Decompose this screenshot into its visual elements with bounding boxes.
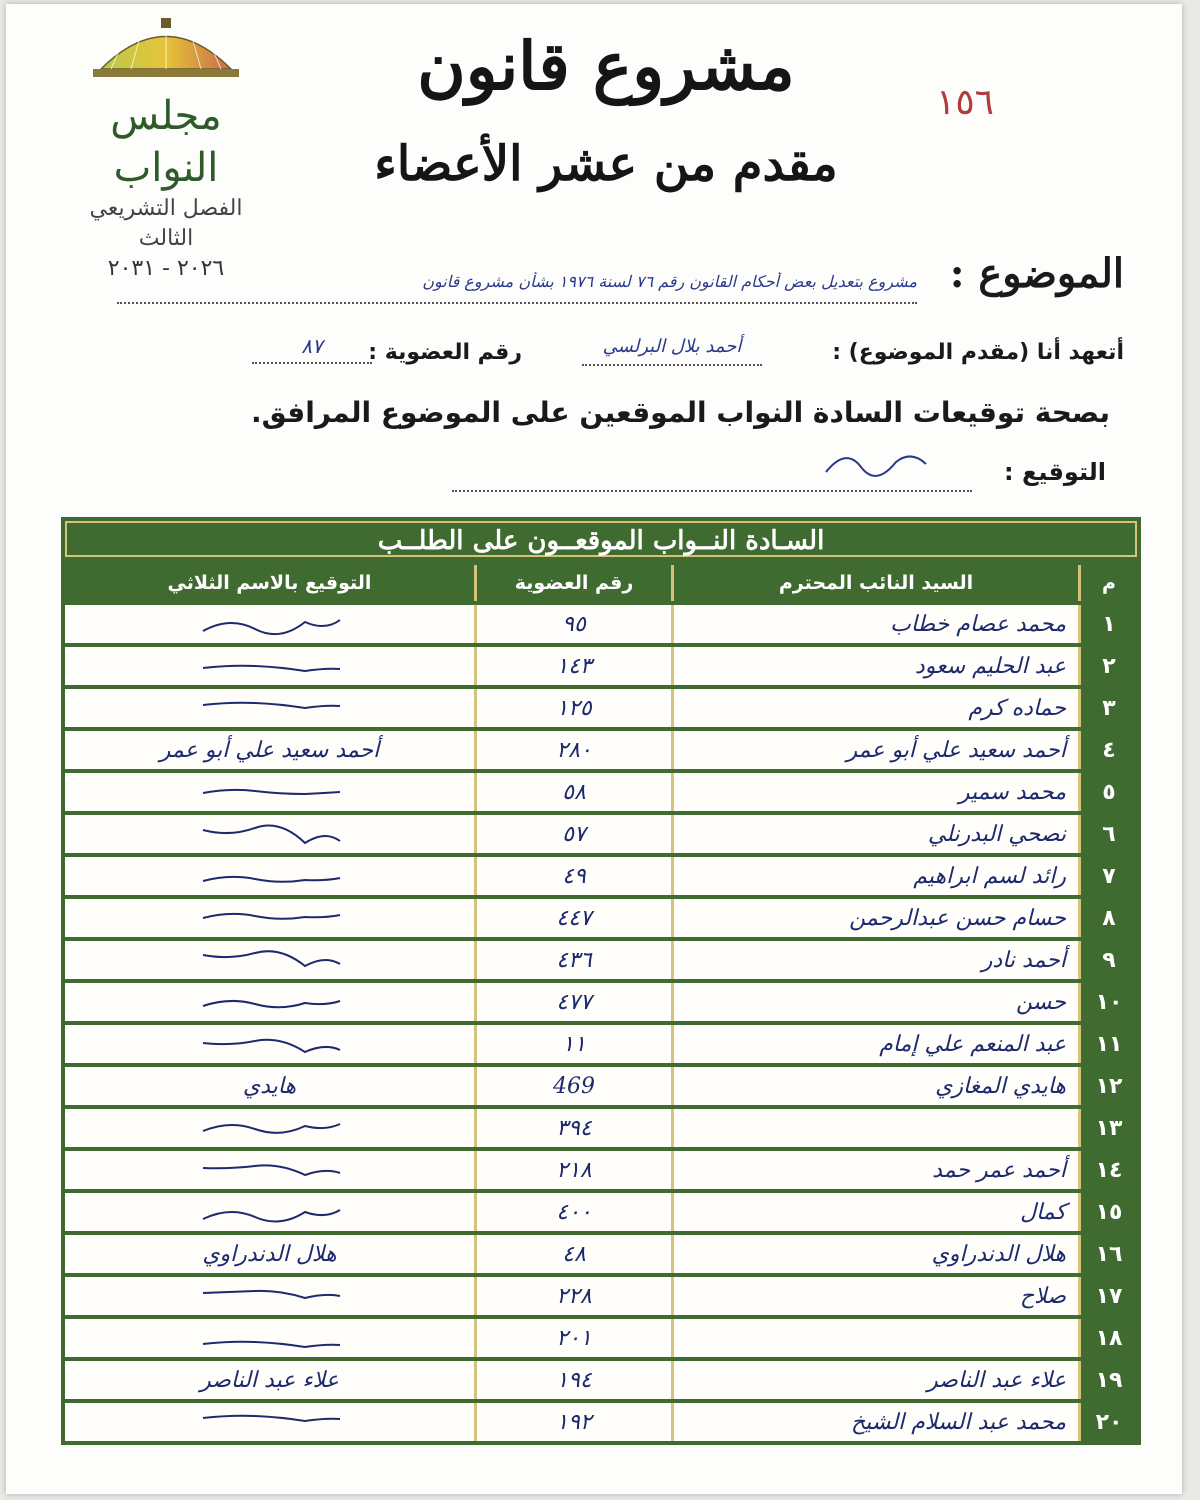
signature-text: هلال الدندراوي [202,1241,337,1267]
membership-number-cell[interactable]: ٢٨٠ [474,731,671,769]
membership-number-cell[interactable]: ٤٣٦ [474,941,671,979]
row-number: ٢ [1078,647,1137,685]
membership-number-field[interactable]: ٨٧ [252,334,372,364]
table-row [65,605,1137,643]
handwritten-signature-mark [195,653,345,679]
member-name-cell[interactable]: حسام حسن عبدالرحمن [671,899,1078,937]
member-name-cell[interactable]: محمد عصام خطاب [671,605,1078,643]
presenter-name-field[interactable]: أحمد بلال البرلسي [582,336,762,366]
table-row [65,941,1137,979]
signatories-table [61,517,1141,1445]
handwritten-signature-mark [195,989,345,1015]
member-name-cell[interactable]: أحمد عمر حمد [671,1151,1078,1189]
membership-number-cell[interactable]: ١٩٢ [474,1403,671,1441]
council-name: مجلس النواب [110,93,222,191]
handwritten-signature-mark [195,695,345,721]
table-row [65,689,1137,727]
table-row [65,1319,1137,1357]
signature-cell[interactable] [65,899,474,937]
signature-cell[interactable] [65,983,474,1021]
member-name-cell[interactable]: نصحي البدرنلي [671,815,1078,853]
col-membership-number: رقم العضوية [474,565,671,601]
membership-number-cell[interactable]: ٤٠٠ [474,1193,671,1231]
table-row [65,773,1137,811]
handwritten-signature-mark [195,779,345,805]
handwritten-signature-mark [195,821,345,847]
membership-number-cell[interactable]: ٤٨ [474,1235,671,1273]
handwritten-signature-mark [195,863,345,889]
member-name-cell[interactable]: صلاح [671,1277,1078,1315]
signature-cell[interactable] [65,689,474,727]
legislative-term: الفصل التشريعي الثالث [89,196,243,251]
handwritten-signature-mark [195,1157,345,1183]
col-member-name: السيد النائب المحترم [671,565,1078,601]
row-number: ١١ [1078,1025,1137,1063]
table-row [65,1235,1137,1273]
membership-number-cell[interactable]: 469 [474,1067,671,1105]
membership-number-label: رقم العضوية : [368,340,522,365]
membership-number-cell[interactable]: ٢٠١ [474,1319,671,1357]
col-signature: التوقيع بالاسم الثلاثي [65,565,474,601]
handwritten-signature-mark [195,1283,345,1309]
membership-number-cell[interactable]: ٤٤٧ [474,899,671,937]
table-title: السـادة النــواب الموقعــون على الطلــب [65,521,1137,557]
signature-cell[interactable] [65,1403,474,1441]
handwritten-signature-mark [195,1325,345,1351]
signature-cell[interactable] [65,1193,474,1231]
row-number: ٧ [1078,857,1137,895]
membership-number-cell[interactable]: ٤٧٧ [474,983,671,1021]
row-number: ١٣ [1078,1109,1137,1147]
member-name-cell[interactable] [671,1109,1078,1147]
table-row [65,731,1137,769]
table-row [65,1277,1137,1315]
signature-cell[interactable] [65,1319,474,1357]
signature-cell[interactable] [65,731,474,769]
signature-cell[interactable] [65,1277,474,1315]
handwritten-signature-mark [195,1409,345,1435]
member-name-cell[interactable]: كمال [671,1193,1078,1231]
signature-cell[interactable] [65,605,474,643]
member-name-cell[interactable]: هلال الدندراوي [671,1235,1078,1273]
row-number: ١٨ [1078,1319,1137,1357]
row-number: ١٢ [1078,1067,1137,1105]
row-number: ١٩ [1078,1361,1137,1399]
membership-number-cell[interactable]: ٢١٨ [474,1151,671,1189]
table-row [65,647,1137,685]
signature-cell[interactable] [65,773,474,811]
signature-cell[interactable] [65,1067,474,1105]
membership-number-cell[interactable]: ١٢٥ [474,689,671,727]
row-number: ١٤ [1078,1151,1137,1189]
row-number: ٢٠ [1078,1403,1137,1441]
row-number: ٤ [1078,731,1137,769]
col-index: م [1078,565,1137,601]
table-row [65,899,1137,937]
document-number: ١٥٦ [936,82,995,123]
member-name-cell[interactable]: محمد عبد السلام الشيخ [671,1403,1078,1441]
member-name-cell[interactable]: رائد لسم ابراهيم [671,857,1078,895]
signature-cell[interactable] [65,1361,474,1399]
term-years: ٢٠٢٦ - ٢٠٣١ [107,256,225,281]
confirmation-statement: بصحة توقيعات السادة النواب الموقعين على الموضوع المرافق. [250,396,1110,429]
document-sheet [6,4,1182,1494]
row-number: ١٥ [1078,1193,1137,1231]
table-row [65,1361,1137,1399]
subject-label: الموضوع : [949,250,1124,297]
signature-label: التوقيع : [1004,458,1106,486]
document-title: مشروع قانون [417,27,795,105]
membership-number-cell[interactable]: ٥٨ [474,773,671,811]
signature-cell[interactable] [65,815,474,853]
handwritten-signature-mark [195,1031,345,1057]
row-number: ٩ [1078,941,1137,979]
row-number: ١ [1078,605,1137,643]
member-name-cell[interactable]: هايدي المغازي [671,1067,1078,1105]
table-header-row [65,565,1137,601]
membership-number-cell[interactable]: ١٩٤ [474,1361,671,1399]
pledge-label: أتعهد أنا (مقدم الموضوع) : [832,340,1124,365]
table-row [65,1067,1137,1105]
handwritten-signature-mark [195,611,345,637]
member-name-cell[interactable]: أحمد نادر [671,941,1078,979]
table-row [65,983,1137,1021]
membership-number-cell[interactable]: ٩٥ [474,605,671,643]
member-name-cell[interactable]: أحمد سعيد علي أبو عمر [671,731,1078,769]
document-subtitle: مقدم من عشر الأعضاء [374,136,838,192]
subject-field[interactable]: مشروع بتعديل بعض أحكام القانون رقم ٧٦ لسنة ١٩٧٦ بشأن مشروع قانون [117,272,917,304]
signature-cell[interactable] [65,857,474,895]
member-name-cell[interactable] [671,1319,1078,1357]
row-number: ١٦ [1078,1235,1137,1273]
table-row [65,1403,1137,1441]
handwritten-signature-mark [195,905,345,931]
signature-cell[interactable] [65,1151,474,1189]
table-row [65,857,1137,895]
table-row [65,1109,1137,1147]
signature-text: هايدي [242,1073,297,1099]
membership-number-cell[interactable]: ٣٩٤ [474,1109,671,1147]
signature-cell[interactable] [65,1235,474,1273]
signature-cell[interactable] [65,941,474,979]
signature-cell[interactable] [65,1025,474,1063]
membership-number-cell[interactable]: ١٤٣ [474,647,671,685]
presenter-signature-mark [816,442,936,482]
membership-number-cell[interactable]: ١١ [474,1025,671,1063]
row-number: ٦ [1078,815,1137,853]
table-row [65,815,1137,853]
member-name-cell[interactable]: علاء عبد الناصر [671,1361,1078,1399]
member-name-cell[interactable]: محمد سمير [671,773,1078,811]
parliament-emblem [66,14,266,284]
signature-text: علاء عبد الناصر [200,1367,339,1393]
signature-text: أحمد سعيد علي أبو عمر [159,737,380,763]
parliament-dome-icon [81,14,251,84]
membership-number-cell[interactable]: ٤٩ [474,857,671,895]
table-row [65,1151,1137,1189]
membership-number-cell[interactable]: ٢٢٨ [474,1277,671,1315]
signatories-grid [65,561,1137,1445]
table-row [65,1025,1137,1063]
member-name-cell[interactable]: عبد المنعم علي إمام [671,1025,1078,1063]
row-number: ٥ [1078,773,1137,811]
row-number: ١٧ [1078,1277,1137,1315]
membership-number-cell[interactable]: ٥٧ [474,815,671,853]
signature-cell[interactable] [65,1109,474,1147]
member-name-cell[interactable]: عبد الحليم سعود [671,647,1078,685]
row-number: ٨ [1078,899,1137,937]
handwritten-signature-mark [195,1199,345,1225]
member-name-cell[interactable]: حماده كرم [671,689,1078,727]
handwritten-signature-mark [195,1115,345,1141]
member-name-cell[interactable]: حسن [671,983,1078,1021]
signature-cell[interactable] [65,647,474,685]
handwritten-signature-mark [195,947,345,973]
row-number: ٣ [1078,689,1137,727]
table-row [65,1193,1137,1231]
row-number: ١٠ [1078,983,1137,1021]
